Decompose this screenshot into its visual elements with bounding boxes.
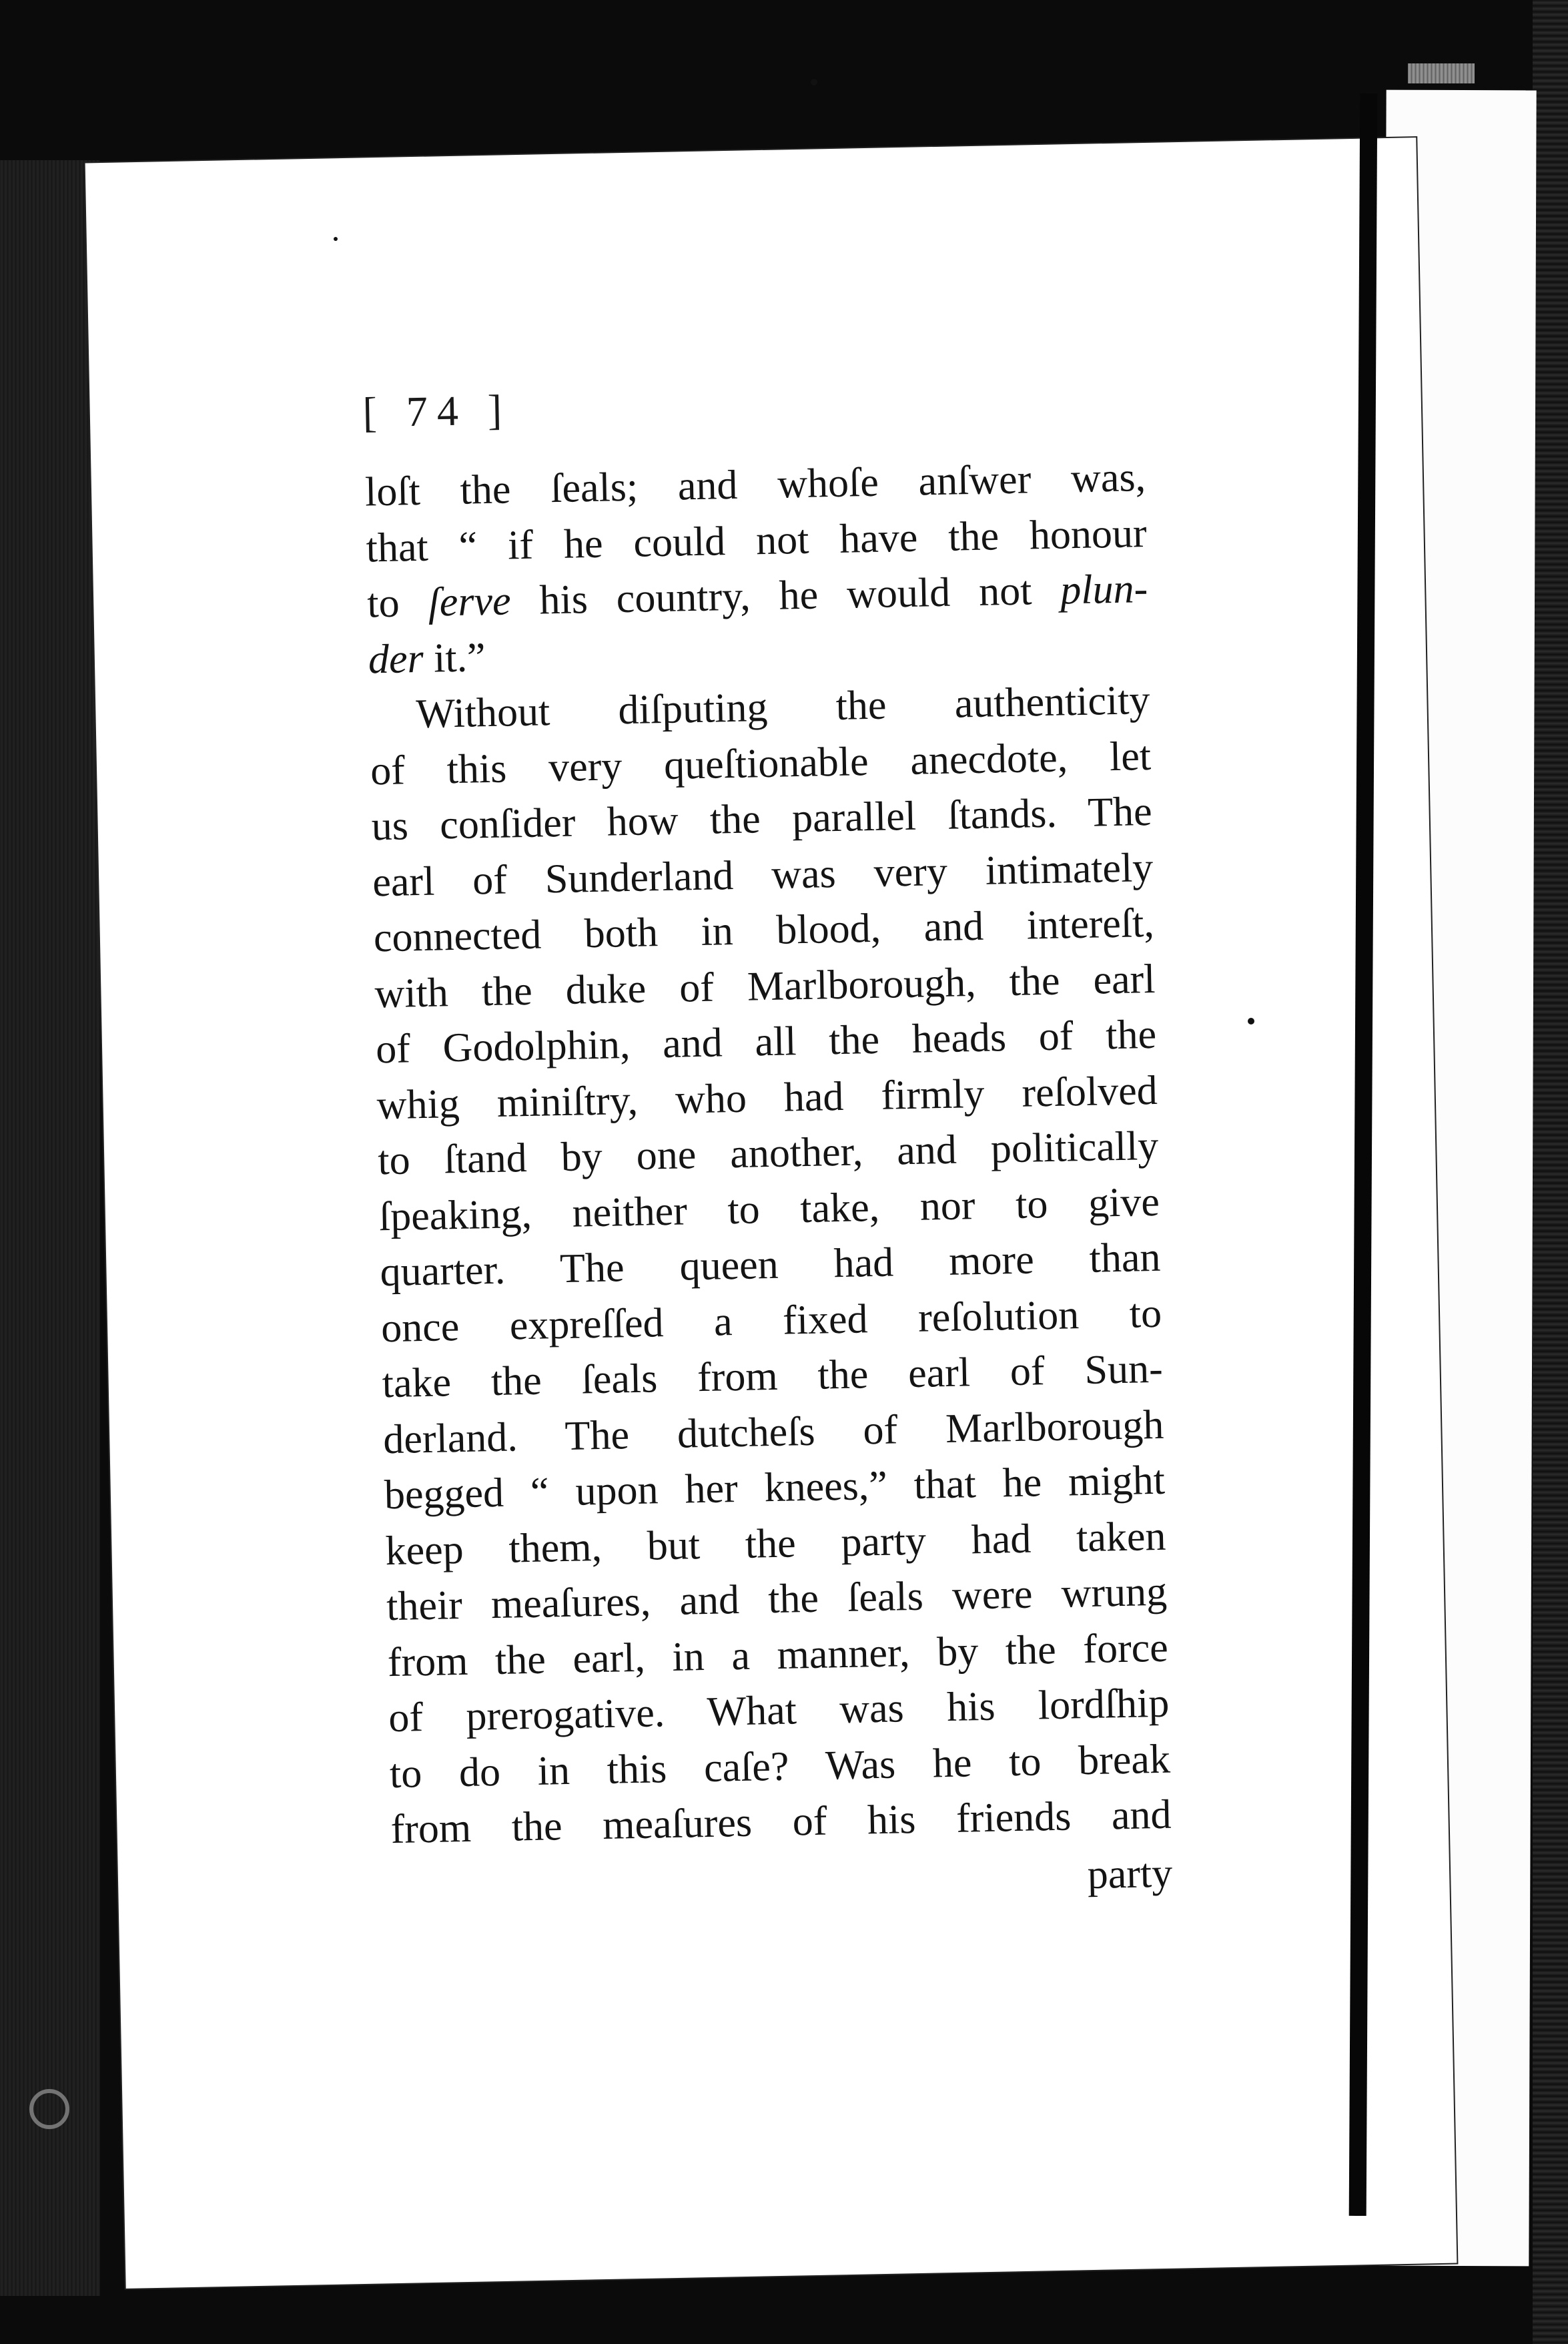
text-line: Without diſputing the authenticity bbox=[415, 677, 1151, 738]
text-line: quarter. The queen had more than bbox=[379, 1234, 1162, 1295]
page-tab bbox=[1408, 63, 1475, 83]
text-line: of Godolphin, and all the heads of the bbox=[375, 1011, 1157, 1073]
binding-mark bbox=[29, 2089, 69, 2129]
text-line: begged “ upon her knees,” that he might bbox=[384, 1457, 1166, 1518]
catchword: party bbox=[1087, 1850, 1173, 1897]
text-line: ſpeaking, neither to take, nor to give bbox=[378, 1179, 1160, 1239]
page-number: [ 74 ] bbox=[362, 386, 512, 436]
text-line: keep them, but the party had taken bbox=[384, 1513, 1167, 1574]
book-page bbox=[85, 137, 1457, 2289]
text-line: to ſerve his country, he would not plun- bbox=[366, 565, 1148, 627]
text-line: derland. The dutcheſs of Marlborough bbox=[382, 1402, 1164, 1462]
text-line: us conſider how the parallel ſtands. The bbox=[371, 788, 1153, 850]
text-line: of this very queſtionable anecdote, let bbox=[370, 733, 1152, 794]
text-line: connected both in blood, and intereſt, bbox=[373, 900, 1155, 961]
italic-word: ſerve bbox=[427, 578, 512, 625]
text-line: from the earl, in a manner, by the force bbox=[387, 1625, 1169, 1685]
italic-word: der bbox=[368, 635, 424, 682]
text-line: to do in this caſe? Was he to break bbox=[389, 1736, 1171, 1797]
body-text bbox=[364, 450, 1173, 1916]
text-line: to ſtand by one another, and politically bbox=[377, 1123, 1159, 1184]
text-line: take the ſeals from the earl of Sun- bbox=[382, 1346, 1164, 1407]
text-line: from the meaſures of his friends and bbox=[390, 1791, 1172, 1853]
text-line: der it.” bbox=[368, 634, 486, 682]
italic-word: plun- bbox=[1060, 565, 1148, 613]
ink-speck bbox=[1248, 1018, 1254, 1024]
text-line: with the duke of Marlborough, the earl bbox=[374, 956, 1156, 1016]
text-line: their meaſures, and the ſeals were wrung bbox=[386, 1568, 1168, 1630]
book-binding bbox=[0, 160, 100, 2296]
text-line: once expreſſed a fixed reſolution to bbox=[380, 1290, 1162, 1351]
text-line: loſt the ſeals; and whoſe anſwer was, bbox=[364, 455, 1146, 515]
text-line: that “ if he could not have the honour bbox=[366, 510, 1148, 571]
text-line: whig miniſtry, who had firmly reſolved bbox=[376, 1067, 1158, 1128]
ink-speck bbox=[811, 79, 817, 85]
book-edge bbox=[1533, 0, 1568, 2344]
text-line: earl of Sunderland was very intimately bbox=[372, 844, 1154, 905]
text-line: of prerogative. What was his lordſhip bbox=[388, 1680, 1170, 1741]
ink-speck bbox=[334, 237, 338, 241]
